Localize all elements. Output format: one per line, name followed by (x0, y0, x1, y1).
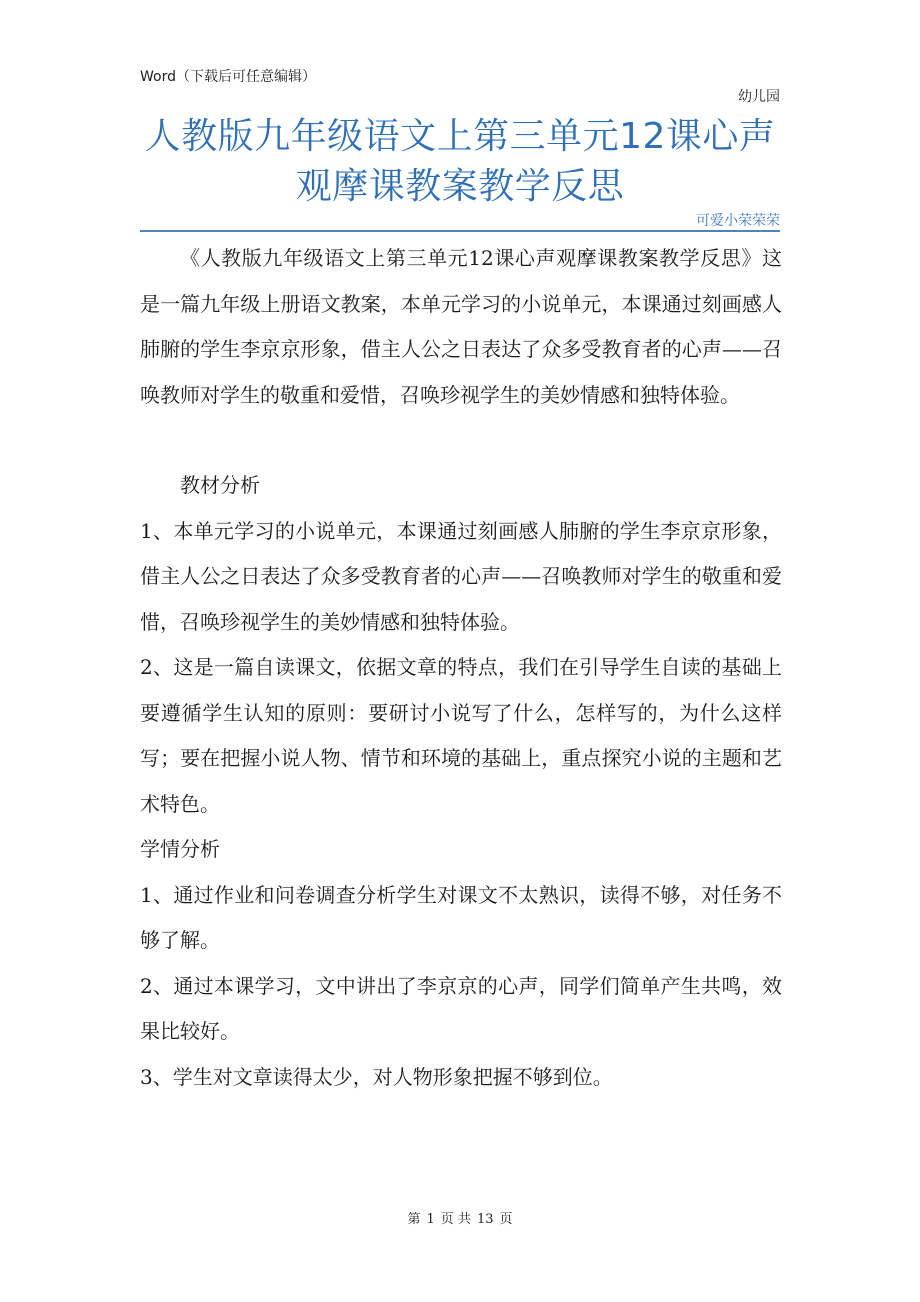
section-heading-textbook-analysis: 教材分析 (180, 473, 260, 497)
document-body (140, 236, 782, 1100)
footer-middle: 页 共 (440, 1212, 471, 1227)
footer-prefix: 第 (407, 1212, 421, 1227)
author-name: 可爱小荣荣荣 (696, 213, 780, 229)
document-title: 人教版九年级语文上第三单元12课心声观摩课教案教学反思 (144, 116, 776, 207)
header-note: Word（下载后可任意编辑） (140, 69, 316, 85)
page-number: 1 (426, 1212, 435, 1227)
page-footer (0, 1208, 920, 1227)
category-label: 幼儿园 (738, 89, 780, 105)
title-divider (140, 230, 780, 232)
textbook-analysis-item: 2、这是一篇自读课文，依据文章的特点，我们在引导学生自读的基础上要遵循学生认知的原则：要研讨小说写了什么，怎样写的，为什么这样写；要在把握小说人物、情节和环境的基础上，重点探究小说的主题和艺术特色。 (140, 655, 782, 816)
footer-suffix: 页 (499, 1212, 513, 1227)
total-pages: 13 (476, 1212, 494, 1227)
textbook-analysis-item: 1、本单元学习的小说单元，本课通过刻画感人肺腑的学生李京京形象，借主人公之日表达了众多受教育者的心声——召唤教师对学生的敬重和爱惜，召唤珍视学生的美妙情感和独特体验。 (140, 518, 782, 634)
student-analysis-item: 2、通过本课学习，文中讲出了李京京的心声，同学们简单产生共鸣，效果比较好。 (140, 973, 782, 1043)
student-analysis-item: 1、通过作业和问卷调查分析学生对课文不太熟识，读得不够，对任务不够了解。 (140, 882, 782, 952)
section-heading-student-analysis: 学情分析 (140, 837, 220, 861)
student-analysis-item: 3、学生对文章读得太少，对人物形象把握不够到位。 (140, 1064, 613, 1089)
intro-paragraph: 《人教版九年级语文上第三单元12课心声观摩课教案教学反思》这是一篇九年级上册语文教案，本单元学习的小说单元，本课通过刻画感人肺腑的学生李京京形象，借主人公之日表达了众多受教育者的心声——召唤教师对学生的敬重和爱惜，召唤珍视学生的美妙情感和独特体验。 (140, 246, 782, 407)
paragraph-spacer (140, 418, 782, 463)
